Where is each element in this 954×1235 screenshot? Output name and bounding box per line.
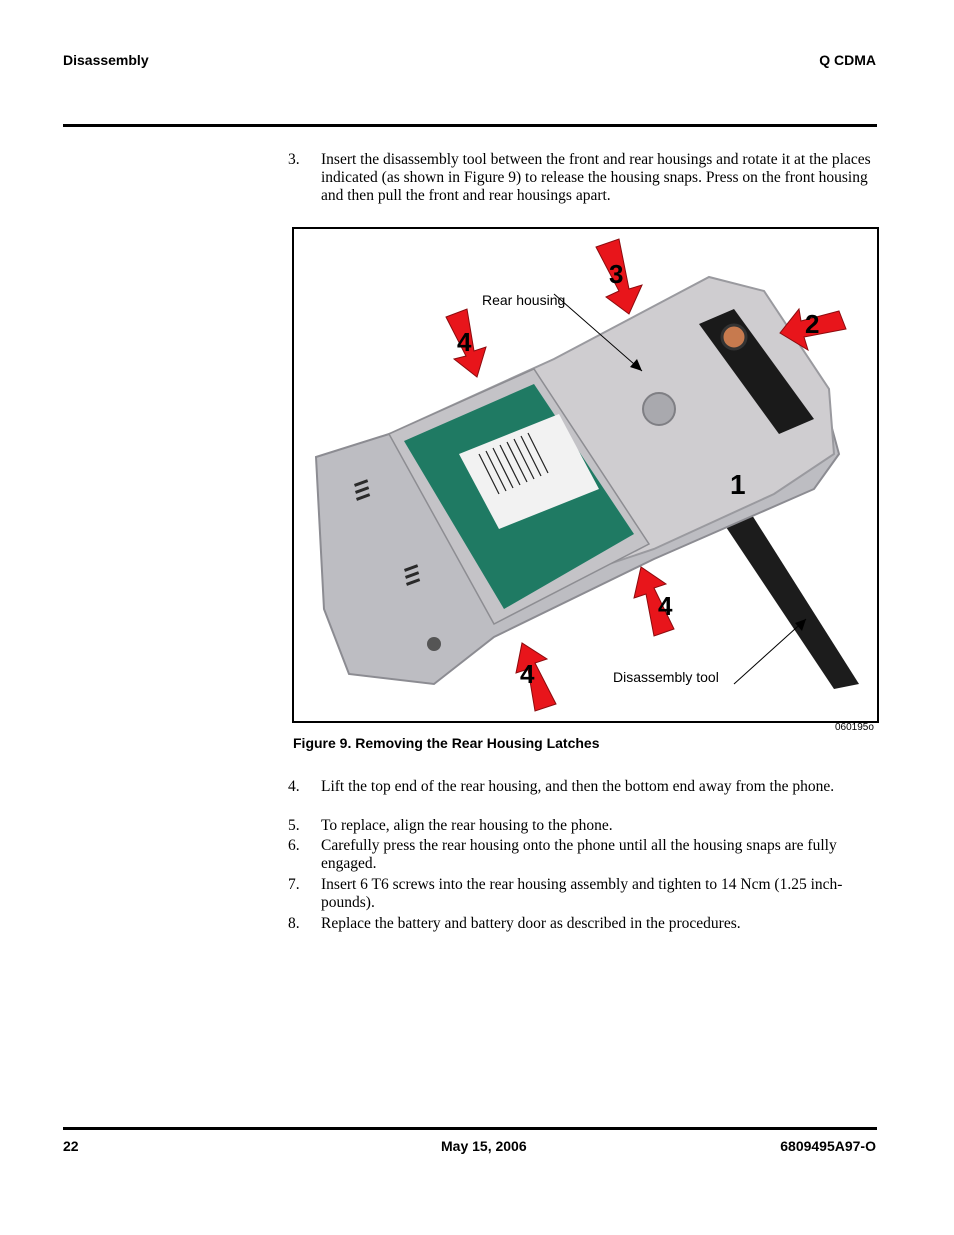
callout-4c: 4 (520, 659, 535, 689)
step-number: 8. (288, 915, 300, 932)
logo-shape (643, 393, 675, 425)
header-product: Q CDMA (819, 52, 876, 68)
callout-2: 2 (805, 309, 820, 339)
callout-1: 1 (730, 469, 746, 500)
figure-caption: Figure 9. Removing the Rear Housing Latches (293, 735, 600, 751)
step-text: Insert the disassembly tool between the front and rear housings and rotate it at the places indicated (as shown in Figure 9) to release the housing snaps. Press on the front housing and then pull the front and rear housings apart. (321, 151, 871, 204)
label-disassembly-tool: Disassembly tool (613, 669, 719, 685)
camera-lens-shape (722, 325, 746, 349)
footer-page-number: 22 (63, 1138, 79, 1154)
step-text: Carefully press the rear housing onto the phone until all the housing snaps are fully engaged. (321, 837, 837, 872)
header-section: Disassembly (63, 52, 149, 68)
footer-date: May 15, 2006 (441, 1138, 527, 1154)
step-number: 3. (288, 151, 300, 168)
step-number: 5. (288, 817, 300, 834)
label-rear-housing: Rear housing (482, 292, 566, 308)
screw-shape (427, 637, 441, 651)
step-text: Lift the top end of the rear housing, and then the bottom end away from the phone. (321, 778, 835, 795)
footer-rule (63, 1127, 877, 1130)
callout-4a: 4 (457, 327, 472, 357)
footer-doc-number: 6809495A97-O (780, 1138, 876, 1154)
callout-4b: 4 (658, 591, 673, 621)
step-text: To replace, align the rear housing to the phone. (321, 817, 613, 834)
tool-leader (734, 619, 806, 684)
step-number: 4. (288, 778, 300, 795)
phone-illustration (294, 229, 877, 721)
step-text: Insert 6 T6 screws into the rear housing assembly and tighten to 14 Ncm (1.25 inch-pounds). (321, 876, 843, 911)
step-number: 6. (288, 837, 300, 854)
step-number: 7. (288, 876, 300, 893)
header-rule (63, 124, 877, 127)
figure-9-photo (292, 227, 879, 723)
disassembly-tool-shape (724, 515, 859, 689)
callout-3: 3 (609, 259, 624, 289)
step-text: Replace the battery and battery door as described in the procedures. (321, 915, 741, 932)
figure-code: 060195o (835, 722, 874, 733)
